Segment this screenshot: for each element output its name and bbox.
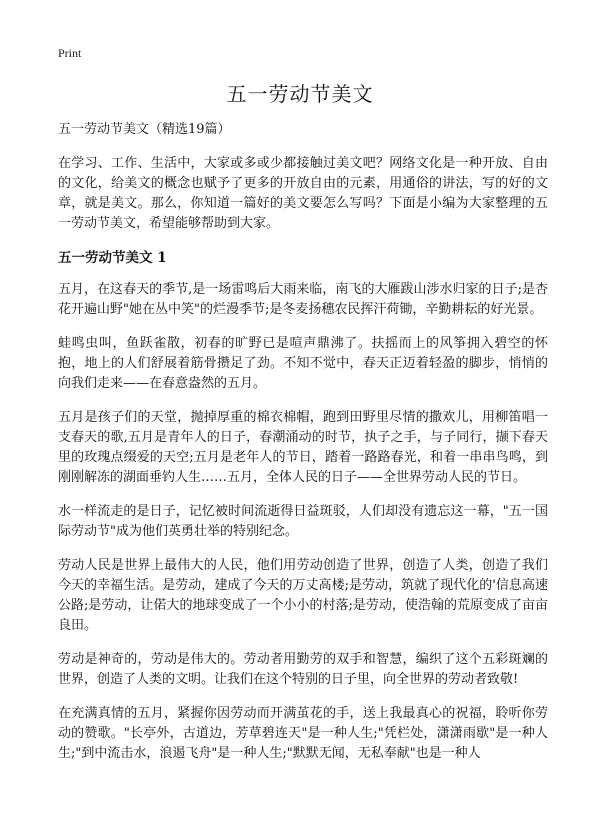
paragraph: 五月是孩子们的天堂，抛掉厚重的棉衣棉帽，跑到田野里尽情的撒欢儿，用柳笛唱一支春天的歌,五月是青年人的日子，春潮涌动的时节，执子之手，与子同行，撷下春天里的玫瑰点缀爱的天空;五月是老年人的节日，踏着一路路春光，和着一串串鸟鸣，到刚刚解冻的湖面垂钓人生……五月，全体人民的日子——全世界劳动人民的节日。: [58, 410, 548, 485]
paragraph: 水一样流走的是日子，记忆被时间流逝得日益斑驳，人们却没有遗忘这一幕，"五一国际劳动节"成为他们英勇壮举的特别纪念。: [58, 504, 548, 539]
paragraph: 五月，在这春天的季节,是一场雷鸣后大雨来临，南飞的大雁跋山涉水归家的日子;是杏花开遍山野"她在丛中笑"的烂漫季节;是冬麦扬穗农民挥汗荷锄，辛勤耕耘的好光景。: [58, 282, 548, 317]
paragraph: 在充满真情的五月，紧握你因劳动而开满茧花的手，送上我最真心的祝福，聆听你劳动的赞歌。"长亭外，古道边，芳草碧连天"是一种人生;"凭栏处，潇潇雨歇"是一种人生;"到中流击水，浪遏飞舟"是一种人生;"默默无闻，无私奉献"也是一种人: [58, 706, 548, 761]
paragraph: 劳动是神奇的，劳动是伟大的。劳动者用勤劳的双手和智慧，编织了这个五彩斑斓的世界，创造了人类的文明。让我们在这个特别的日子里，向全世界的劳动者致敬!: [58, 652, 548, 687]
page-title: 五一劳动节美文: [226, 82, 374, 106]
print-link[interactable]: Print: [58, 46, 82, 60]
section-heading: 五一劳动节美文 1: [58, 250, 167, 266]
article-subtitle: 五一劳动节美文（精选19篇）: [58, 122, 231, 137]
intro-paragraph: 在学习、工作、生活中，大家或多或少都接触过美文吧？网络文化是一种开放、自由的文化，给美文的概念也赋予了更多的开放自由的元素，用通俗的讲法，写的好的文章，就是美文。那么，你知道一篇好的美文要怎么写吗？下面是小编为大家整理的五一劳动节美文，希望能够帮助到大家。: [58, 156, 548, 231]
paragraph: 劳动人民是世界上最伟大的人民，他们用劳动创造了世界，创造了人类，创造了我们今天的幸福生活。是劳动，建成了今天的万丈高楼;是劳动，筑就了现代化的'信息高速公路;是劳动，让偌大的地球变成了一个小小的村落;是劳动，使浩翰的荒原变成了亩亩良田。: [58, 558, 548, 633]
article-body: [58, 120, 548, 778]
paragraph: 蛙鸣虫叫，鱼跃雀散，初春的旷野已是喧声鼎沸了。扶摇而上的风筝拥入碧空的怀抱，地上的人们舒展着筋骨攒足了劲。不知不觉中，春天正迈着轻盈的脚步，悄悄的向我们走来——在春意盎然的五月。: [58, 336, 548, 391]
